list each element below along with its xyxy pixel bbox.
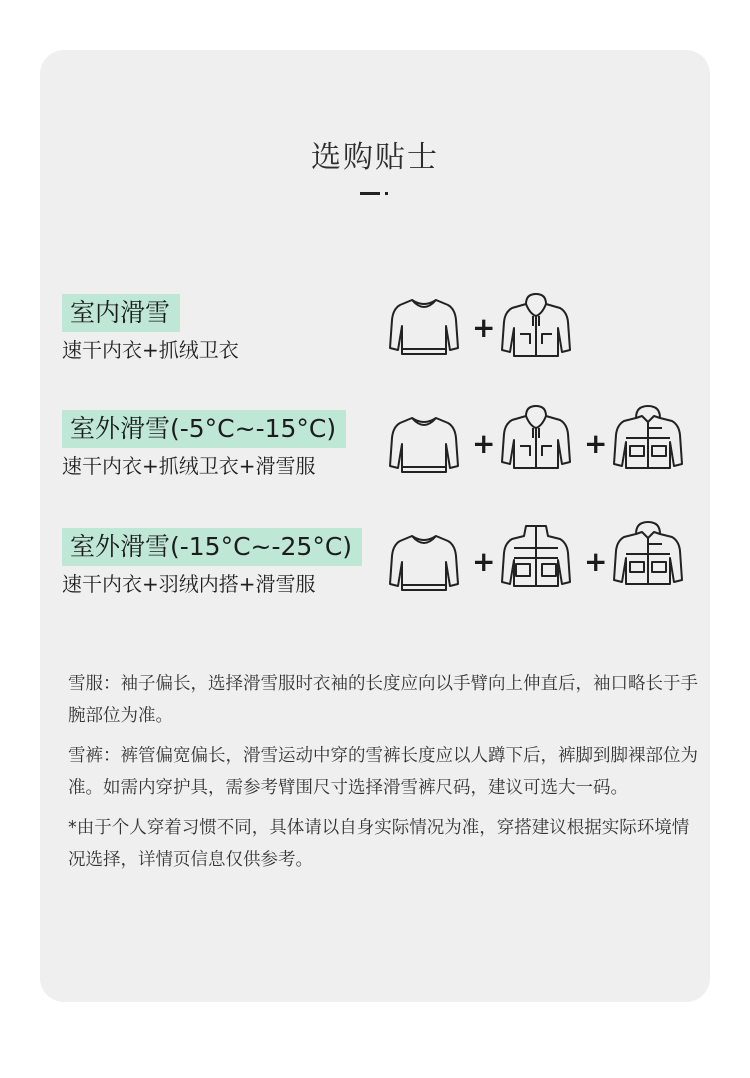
plus-sign: + [472,311,496,344]
hoodie-icon [500,404,572,470]
section-outfit: 速干内衣+抓绒卫衣 [62,338,239,362]
hoodie-icon [500,292,572,358]
down-jacket-icon [500,522,572,588]
plus-sign: + [472,545,496,578]
title-underline [360,192,390,195]
outfit-icons-indoor [388,292,578,362]
page-title: 选购贴士 [311,140,439,175]
plus-sign: + [472,427,496,460]
outfit-icons-outdoor-mild [388,404,688,474]
plus-sign: + [584,427,608,460]
ski-jacket-icon [612,404,684,470]
section-outfit: 速干内衣+羽绒内搭+滑雪服 [62,572,316,596]
section-tag: 室内滑雪 [62,294,180,332]
sweater-icon [388,410,460,476]
sweater-icon [388,292,460,358]
section-outfit: 速干内衣+抓绒卫衣+滑雪服 [62,454,316,478]
plus-sign: + [584,545,608,578]
note-disclaimer: *由于个人穿着习惯不同，具体请以自身实际情况为准，穿搭建议根据实际环境情况选择，详情页信息仅供参考。 [68,818,690,870]
notes-block [68,668,698,884]
outfit-icons-outdoor-cold [388,520,688,590]
section-tag: 室外滑雪(-15°C~-25°C) [62,528,362,566]
section-outdoor-mild [62,410,346,480]
section-indoor [62,294,239,364]
ski-jacket-icon [612,520,684,586]
section-tag: 室外滑雪(-5°C~-15°C) [62,410,346,448]
note-jacket: 雪服：袖子偏长，选择滑雪服时衣袖的长度应向以手臂向上伸直后，袖口略长于手腕部位为准。 [68,674,698,726]
note-pants: 雪裤：裤管偏宽偏长，滑雪运动中穿的雪裤长度应以人蹲下后，裤脚到脚裸部位为准。如需内穿护具，需参考臂围尺寸选择滑雪裤尺码，建议可选大一码。 [68,746,698,798]
sweater-icon [388,528,460,594]
section-outdoor-cold [62,528,362,598]
